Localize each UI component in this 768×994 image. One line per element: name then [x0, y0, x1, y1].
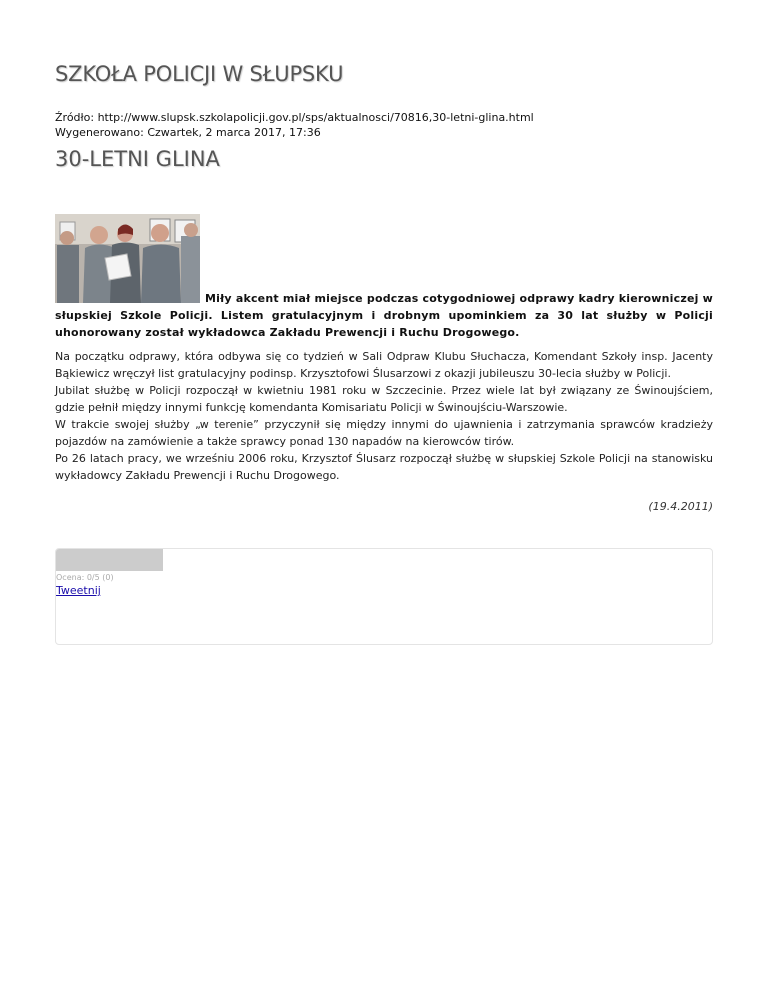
generated-line: Wygenerowano: Czwartek, 2 marca 2017, 17:36: [55, 126, 321, 139]
tweet-link[interactable]: Tweetnij: [56, 584, 101, 597]
rating-text: Ocena: 0/5 (0): [56, 573, 114, 582]
source-line: Źródło: http://www.slupsk.szkolapolicji.gov.pl/sps/aktualnosci/70816,30-letni-glina.html: [55, 111, 534, 124]
site-title: SZKOŁA POLICJI W SŁUPSKU: [55, 62, 344, 86]
document-meta: [55, 110, 534, 140]
article-lead: Miły akcent miał miejsce podczas cotygodniowej odprawy kadry kierowniczej w słupskiej Szkole Policji. Listem gratulacyjnym i drobnym upominkiem za 30 lat służby w Policji uhonorowany został wykładowca Zakładu Prewencji i Ruchu Drogowego.: [55, 292, 713, 339]
rating-panel: [55, 548, 713, 645]
rating-stars[interactable]: [56, 549, 163, 571]
article-title: 30-LETNI GLINA: [55, 147, 220, 171]
body-paragraph: Na początku odprawy, która odbywa się co tydzień w Sali Odpraw Klubu Słuchacza, Komendant Szkoły insp. Jacenty Bąkiewicz wręczył list gratulacyjny podinsp. Krzysztofowi Ślusarzowi z okazji jubileuszu 30-lecia służby w Policji.: [55, 350, 713, 380]
body-paragraph: Po 26 latach pracy, we wrześniu 2006 roku, Krzysztof Ślusarz rozpoczął służbę w słupskiej Szkole Policji na stanowisku wykładowcy Zakładu Prewencji i Ruchu Drogowego.: [55, 452, 713, 482]
article-body: [55, 348, 713, 484]
article-date: (19.4.2011): [648, 500, 713, 513]
body-paragraph: W trakcie swojej służby „w terenie” przyczynił się między innymi do ujawnienia i zatrzymania sprawców kradzieży pojazdów na zamówienie a także sprawcy ponad 130 napadów na kierowców tirów.: [55, 418, 713, 448]
body-paragraph: Jubilat służbę w Policji rozpoczął w kwietniu 1981 roku w Szczecinie. Przez wiele lat był związany ze Świnoujściem, gdzie pełnił między innymi funkcję komendanta Komisariatu Policji w Świnoujściu-Warszowie.: [55, 384, 713, 414]
